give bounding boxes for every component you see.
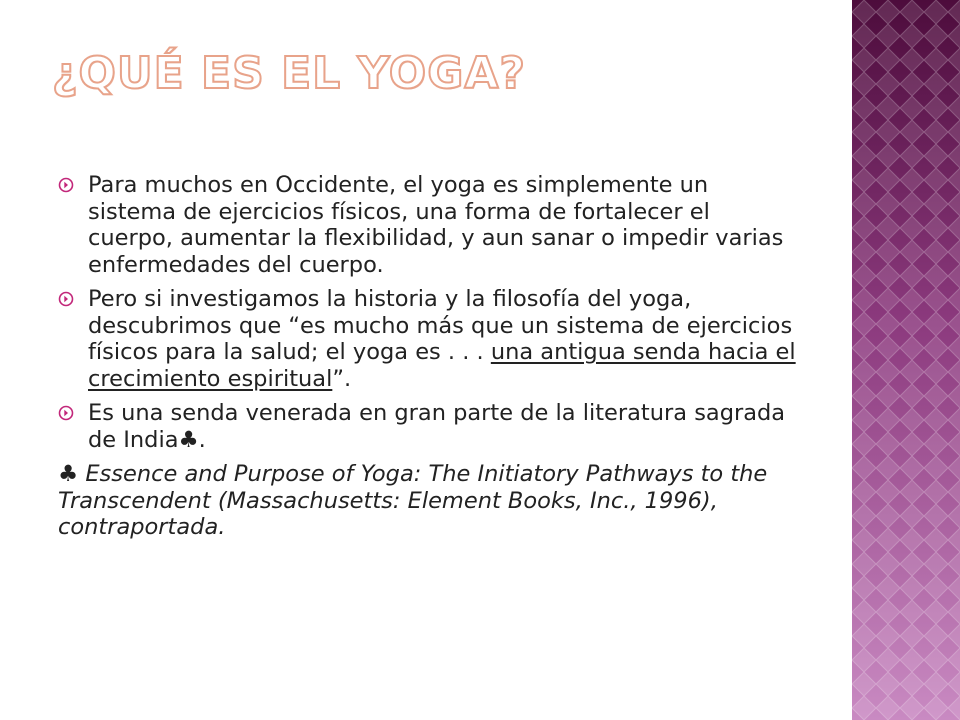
circled-arrow-icon: [58, 405, 74, 421]
footnote: [58, 461, 798, 541]
decorative-side-panel: [852, 0, 960, 720]
footnote-text: Essence and Purpose of Yoga: The Initiatory Pathways to the Transcendent (Massachusetts: Element Books, Inc., 1996), contraportada.: [58, 461, 768, 540]
bullet-text: Para muchos en Occidente, el yoga es simplemente un sistema de ejercicios físicos, una forma de fortalecer el cuerpo, aumentar la flexibilidad, y aun sanar o impedir varias enfermedades del cuerpo.: [88, 172, 784, 278]
bullet-item: [58, 286, 798, 392]
club-icon: ♣: [58, 461, 79, 487]
bullet-text: Es una senda venerada en gran parte de la literatura sagrada de India: [88, 400, 786, 453]
club-icon: ♣: [178, 426, 199, 453]
bullet-text-end: ”.: [332, 365, 352, 392]
bullet-text-end: .: [198, 426, 206, 453]
bullet-text: Pero si investigamos la historia y la filosofía del yoga, descubrimos que “es mucho más que un sistema de ejercicios físicos para la salud; el yoga es . . .: [88, 286, 793, 365]
circled-arrow-icon: [58, 177, 74, 193]
slide-title: ¿QUÉ ES EL YOGA?: [52, 48, 526, 99]
bullet-list: [58, 172, 798, 453]
underlined-phrase: una antigua senda hacia el crecimiento espiritual: [88, 339, 796, 392]
bullet-item: [58, 400, 798, 453]
slide-content: [58, 172, 798, 541]
diamond-pattern: [852, 0, 960, 720]
bullet-item: [58, 172, 798, 278]
circled-arrow-icon: [58, 291, 74, 307]
